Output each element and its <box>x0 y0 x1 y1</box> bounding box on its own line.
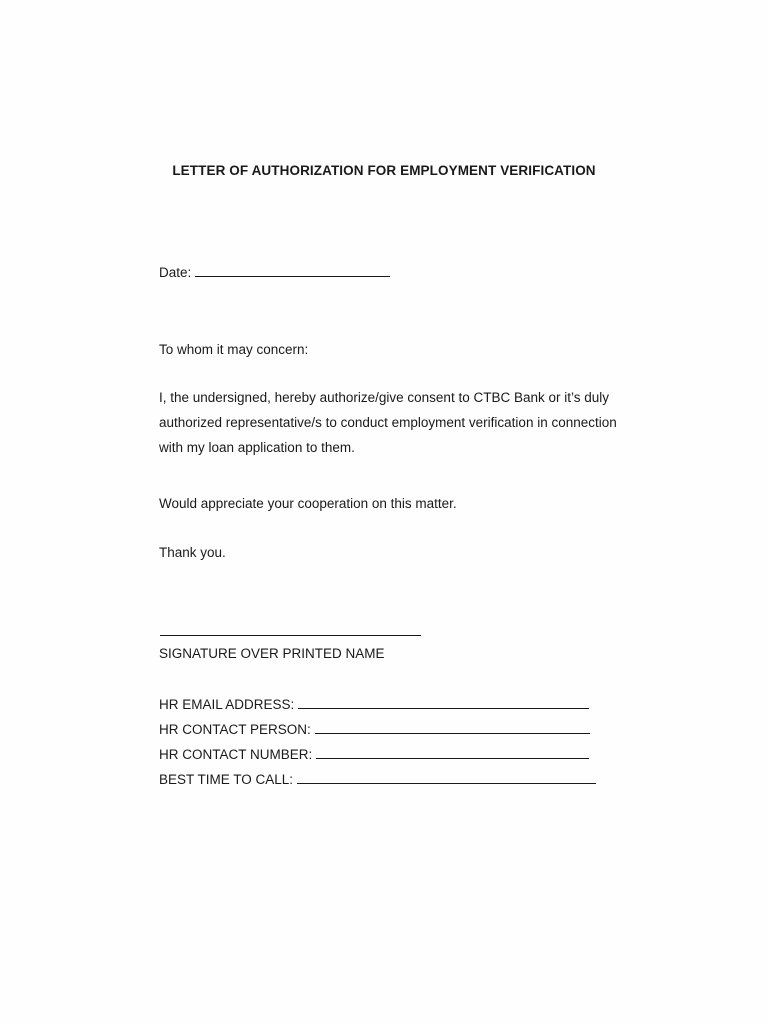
body-paragraph <box>159 385 629 460</box>
signature-line[interactable] <box>160 635 421 636</box>
hr-contact-number-label: HR CONTACT NUMBER: <box>159 747 313 762</box>
document-title: LETTER OF AUTHORIZATION FOR EMPLOYMENT VERIFICATION <box>172 163 596 178</box>
hr-email-label: HR EMAIL ADDRESS: <box>159 697 295 712</box>
signature-label: SIGNATURE OVER PRINTED NAME <box>159 646 385 661</box>
closing-text: Thank you. <box>159 545 226 560</box>
hr-contact-number-row <box>159 746 589 762</box>
best-time-row <box>159 771 596 787</box>
body-line-1: I, the undersigned, hereby authorize/give consent to CTBC Bank or it’s duly <box>159 390 610 405</box>
appreciation-text: Would appreciate your cooperation on this matter. <box>159 496 457 511</box>
date-blank[interactable] <box>195 264 390 277</box>
date-row <box>159 264 390 280</box>
body-line-2: authorized representative/s to conduct employment verification in connection <box>159 415 617 430</box>
date-label: Date: <box>159 265 192 280</box>
hr-email-blank[interactable] <box>298 696 589 709</box>
hr-email-row <box>159 696 589 712</box>
best-time-blank[interactable] <box>297 771 596 784</box>
best-time-label: BEST TIME TO CALL: <box>159 772 294 787</box>
salutation: To whom it may concern: <box>159 342 309 357</box>
hr-contact-person-row <box>159 721 590 737</box>
hr-contact-person-blank[interactable] <box>315 721 590 734</box>
hr-contact-person-label: HR CONTACT PERSON: <box>159 722 311 737</box>
hr-contact-number-blank[interactable] <box>316 746 589 759</box>
body-line-3: with my loan application to them. <box>159 440 355 455</box>
